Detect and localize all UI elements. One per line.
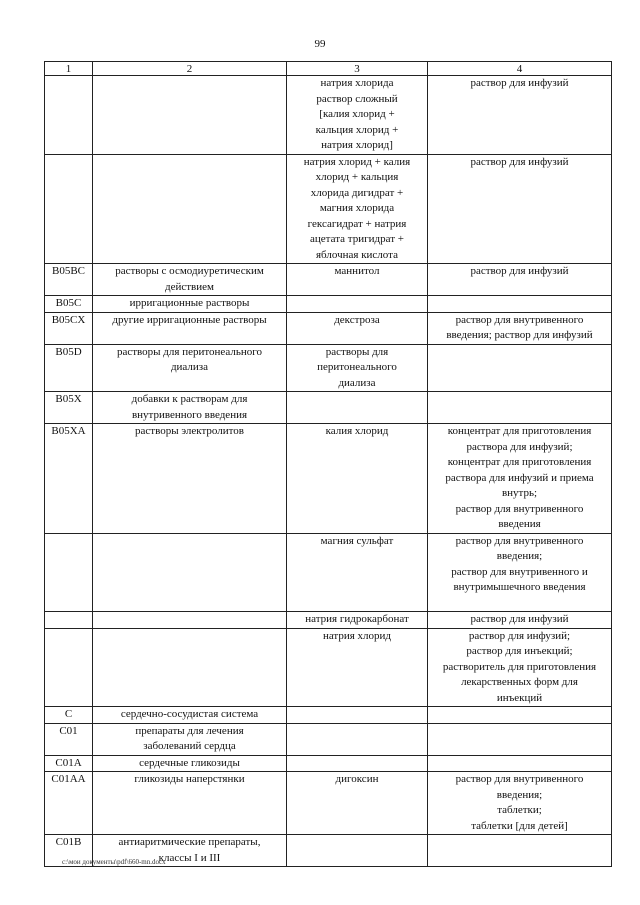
cell-line: натрия гидрокарбонат (305, 613, 409, 625)
code-cell: C01AA (45, 772, 93, 835)
header-col-4: 4 (428, 62, 612, 76)
drug-cell (287, 723, 428, 755)
cell-line: введения; (496, 550, 543, 562)
drug-cell (287, 533, 428, 612)
code-cell (45, 76, 93, 155)
table-row (45, 707, 612, 724)
group-cell (93, 628, 287, 707)
cell-line: ирригационные растворы (129, 297, 250, 309)
cell-line: сердечно-сосудистая система (120, 708, 259, 720)
group-cell (93, 392, 287, 424)
cell-line: внутрь; (501, 487, 538, 499)
cell-line: таблетки [для детей] (471, 819, 568, 832)
code-cell: B05D (45, 344, 93, 392)
cell-line: внутримышечного введения (453, 581, 586, 593)
cell-line: раствора для инфузий и приема (445, 471, 594, 484)
cell-line: концентрат для приготовления (447, 425, 592, 437)
table-header-row (45, 62, 612, 76)
code-cell: B05CX (45, 312, 93, 344)
code-cell: B05C (45, 296, 93, 313)
form-cell (428, 755, 612, 772)
cell-line: раствор для внутривенного и (451, 565, 588, 578)
cell-line: раствор для инфузий (470, 155, 569, 168)
cell-line: раствора для инфузий; (466, 440, 573, 453)
cell-line: дигоксин (335, 773, 379, 785)
cell-line: антиаритмические препараты, (118, 836, 261, 848)
cell-line: препараты для лечения (135, 724, 244, 737)
cell-line: хлорид + кальция (315, 171, 399, 183)
cell-line: сердечные гликозиды (139, 756, 240, 769)
form-cell (428, 612, 612, 629)
table-row (45, 533, 612, 612)
form-cell (428, 723, 612, 755)
cell-line: калия хлорид (325, 425, 389, 437)
code-cell (45, 628, 93, 707)
form-cell (428, 264, 612, 296)
table-row (45, 392, 612, 424)
drug-cell (287, 707, 428, 724)
form-cell (428, 312, 612, 344)
group-cell (93, 723, 287, 755)
cell-line: растворы для (325, 345, 389, 358)
table-row (45, 344, 612, 392)
cell-line: диализа (338, 376, 376, 389)
cell-line: растворитель для приготовления (442, 660, 597, 673)
form-cell (428, 392, 612, 424)
cell-line: введения; (496, 788, 543, 801)
group-cell (93, 755, 287, 772)
table-row (45, 264, 612, 296)
code-cell (45, 154, 93, 264)
header-col-2: 2 (93, 62, 287, 76)
cell-line: раствор для инфузий (470, 77, 569, 89)
cell-line: растворы для перитонеального (116, 345, 263, 358)
cell-line: раствор для инфузий; (468, 629, 571, 642)
cell-line: перитонеального (317, 361, 397, 373)
code-cell: C (45, 707, 93, 724)
cell-line: хлорида дигидрат + (310, 186, 404, 199)
form-cell (428, 424, 612, 534)
cell-line: действием (165, 280, 214, 293)
table-row (45, 296, 612, 313)
drug-cell (287, 772, 428, 835)
group-cell (93, 312, 287, 344)
cell-line: натрия хлорида (320, 77, 394, 89)
cell-line: декстроза (334, 313, 380, 326)
group-cell (93, 424, 287, 534)
drug-cell (287, 264, 428, 296)
header-col-1: 1 (45, 62, 93, 76)
table-row (45, 154, 612, 264)
form-cell (428, 344, 612, 392)
code-cell: B05BC (45, 264, 93, 296)
cell-line: магния сульфат (320, 534, 394, 547)
cell-line: раствор для внутривенного (455, 534, 584, 547)
drug-cell (287, 424, 428, 534)
form-cell (428, 835, 612, 867)
table-row (45, 612, 612, 629)
group-cell (93, 154, 287, 264)
group-cell (93, 296, 287, 313)
code-cell (45, 533, 93, 612)
cell-line (430, 835, 609, 851)
cell-line: растворы электролитов (135, 425, 244, 437)
group-cell (93, 533, 287, 612)
cell-line: натрия хлорид + калия (303, 155, 411, 168)
table-row (45, 312, 612, 344)
drug-cell (287, 835, 428, 867)
code-cell: C01B (45, 835, 93, 867)
drug-cell (287, 755, 428, 772)
cell-line: гликозиды наперстянки (134, 773, 245, 785)
cell-line: раствор для внутривенного (455, 502, 584, 515)
cell-line: растворы с осмодиуретическим (115, 265, 264, 277)
drug-cell (287, 344, 428, 392)
table-row (45, 76, 612, 155)
cell-line: маннитол (334, 265, 380, 277)
drug-cell (287, 612, 428, 629)
cell-line: добавки к растворам для (131, 393, 248, 405)
cell-line (430, 596, 609, 612)
drug-cell (287, 76, 428, 155)
cell-line: внутривенного введения (131, 408, 248, 421)
cell-line: диализа (170, 361, 209, 373)
footer-file-path: c:\мои документы\pdf\660-mn.docx (62, 858, 166, 866)
cell-line: раствор для инъекций; (466, 645, 573, 657)
cell-line: введения (498, 518, 541, 530)
drug-cell (287, 312, 428, 344)
group-cell (93, 772, 287, 835)
page-number: 99 (314, 38, 326, 50)
cell-line: магния хлорида (319, 202, 395, 214)
cell-line: таблетки; (497, 804, 542, 816)
group-cell (93, 612, 287, 629)
code-cell: B05X (45, 392, 93, 424)
table-row (45, 628, 612, 707)
cell-line: гексагидрат + натрия (307, 217, 407, 230)
cell-line: классы I и III (158, 851, 221, 864)
table-row (45, 755, 612, 772)
header-col-3: 3 (287, 62, 428, 76)
drug-cell (287, 154, 428, 264)
form-cell (428, 628, 612, 707)
group-cell (93, 264, 287, 296)
cell-line: [калия хлорид + (319, 108, 395, 120)
drug-cell (287, 296, 428, 313)
cell-line: яблочная кислота (316, 248, 398, 261)
code-cell: C01 (45, 723, 93, 755)
form-cell (428, 296, 612, 313)
cell-line: инъекций (496, 691, 543, 704)
cell-line: натрия хлорид (322, 629, 392, 642)
table-row (45, 772, 612, 835)
cell-line: кальция хлорид + (315, 123, 399, 136)
group-cell (93, 344, 287, 392)
form-cell (428, 707, 612, 724)
form-cell (428, 533, 612, 612)
cell-line: другие ирригационные растворы (112, 313, 267, 326)
cell-line: введения; раствор для инфузий (446, 329, 593, 341)
code-cell (45, 612, 93, 629)
group-cell (93, 707, 287, 724)
cell-line: раствор для внутривенного (455, 773, 584, 785)
cell-line: натрия хлорид] (321, 139, 393, 151)
drug-table (44, 61, 612, 867)
cell-line: раствор для инфузий (470, 613, 569, 625)
table-row (45, 723, 612, 755)
cell-line: лекарственных форм для (461, 676, 578, 688)
cell-line: раствор сложный (316, 92, 398, 105)
form-cell (428, 154, 612, 264)
cell-line: концентрат для приготовления (447, 456, 592, 468)
cell-line: ацетата тригидрат + (310, 233, 404, 245)
table-row (45, 424, 612, 534)
cell-line: раствор для внутривенного (455, 313, 584, 326)
group-cell (93, 76, 287, 155)
table-body (45, 76, 612, 867)
form-cell (428, 76, 612, 155)
cell-line: раствор для инфузий (470, 265, 569, 277)
code-cell: C01A (45, 755, 93, 772)
code-cell: B05XA (45, 424, 93, 534)
cell-line: заболеваний сердца (143, 740, 236, 752)
drug-cell (287, 628, 428, 707)
drug-cell (287, 392, 428, 424)
form-cell (428, 772, 612, 835)
